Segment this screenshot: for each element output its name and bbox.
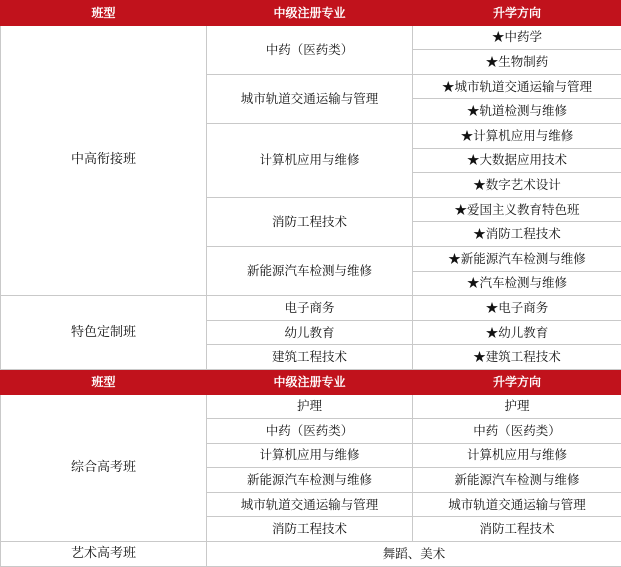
direction-cell: ★中药学: [413, 25, 621, 50]
major-cell: 城市轨道交通运输与管理: [207, 492, 413, 517]
header-major: 中级注册专业: [207, 1, 413, 26]
direction-cell: ★轨道检测与维修: [413, 99, 621, 124]
direction-cell: 护理: [413, 394, 621, 419]
major-cell: 中药（医药类）: [207, 25, 413, 74]
table-row: [1, 25, 621, 50]
direction-cell: 中药（医药类）: [413, 419, 621, 444]
table-row: [1, 542, 621, 567]
major-cell: 消防工程技术: [207, 517, 413, 542]
direction-cell: ★新能源汽车检测与维修: [413, 246, 621, 271]
major-cell: 消防工程技术: [207, 197, 413, 246]
table-row: [1, 394, 621, 419]
direction-cell: ★爱国主义教育特色班: [413, 197, 621, 222]
direction-cell: 舞蹈、美术: [207, 542, 621, 567]
major-cell: 电子商务: [207, 296, 413, 321]
header-direction: 升学方向: [413, 369, 621, 394]
direction-cell: ★电子商务: [413, 296, 621, 321]
direction-cell: ★建筑工程技术: [413, 345, 621, 370]
major-cell: 建筑工程技术: [207, 345, 413, 370]
direction-cell: 新能源汽车检测与维修: [413, 468, 621, 493]
direction-cell: 城市轨道交通运输与管理: [413, 492, 621, 517]
major-cell: 新能源汽车检测与维修: [207, 246, 413, 295]
header-major: 中级注册专业: [207, 369, 413, 394]
table-row: [1, 296, 621, 321]
header-direction: 升学方向: [413, 1, 621, 26]
header-class-type: 班型: [1, 1, 207, 26]
direction-cell: ★大数据应用技术: [413, 148, 621, 173]
direction-cell: ★生物制药: [413, 50, 621, 75]
direction-cell: ★幼儿教育: [413, 320, 621, 345]
class-zonghe: 综合高考班: [1, 394, 207, 542]
major-cell: 护理: [207, 394, 413, 419]
class-tese: 特色定制班: [1, 296, 207, 370]
major-cell: 中药（医药类）: [207, 419, 413, 444]
direction-cell: 计算机应用与维修: [413, 443, 621, 468]
major-cell: 计算机应用与维修: [207, 443, 413, 468]
direction-cell: ★数字艺术设计: [413, 173, 621, 198]
major-cell: 城市轨道交通运输与管理: [207, 74, 413, 123]
major-cell: 新能源汽车检测与维修: [207, 468, 413, 493]
direction-cell: ★计算机应用与维修: [413, 123, 621, 148]
major-cell: 幼儿教育: [207, 320, 413, 345]
major-cell: 计算机应用与维修: [207, 123, 413, 197]
table-header-row-2: [1, 369, 621, 394]
header-class-type: 班型: [1, 369, 207, 394]
direction-cell: 消防工程技术: [413, 517, 621, 542]
class-yishu: 艺术高考班: [1, 542, 207, 567]
class-zhonggao: 中高衔接班: [1, 25, 207, 296]
direction-cell: ★消防工程技术: [413, 222, 621, 247]
direction-cell: ★汽车检测与维修: [413, 271, 621, 296]
table-header-row: [1, 1, 621, 26]
direction-cell: ★城市轨道交通运输与管理: [413, 74, 621, 99]
